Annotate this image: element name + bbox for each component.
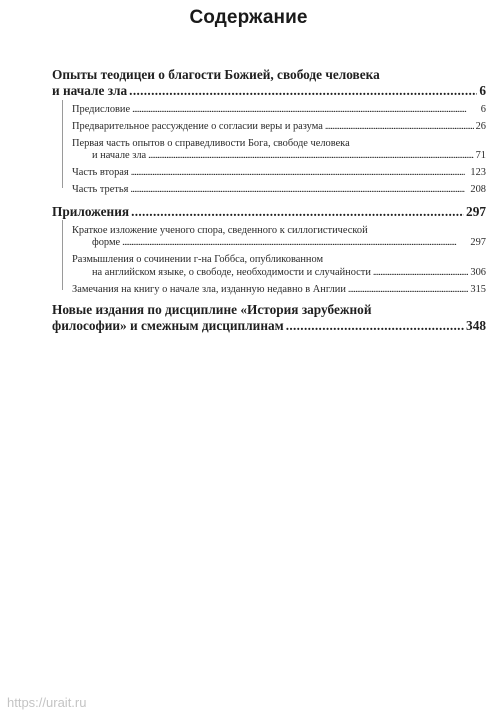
toc-entry-title-line: на английском языке, о свободе, необходимости и случайности bbox=[92, 266, 371, 278]
dot-leader bbox=[373, 267, 469, 280]
toc-entry-remarks-origin-of-evil[interactable] bbox=[52, 284, 486, 297]
dot-leader bbox=[325, 121, 474, 134]
toc-entry-preface[interactable] bbox=[52, 104, 486, 117]
toc-entry-part-two[interactable] bbox=[52, 167, 486, 180]
toc-entry-hobbes-reflections[interactable] bbox=[52, 254, 486, 279]
dot-leader bbox=[286, 318, 464, 334]
toc-page-number: 6 bbox=[479, 83, 486, 98]
dot-leader bbox=[131, 204, 464, 220]
page-title: Содержание bbox=[189, 7, 308, 28]
toc-entry-title-line: Краткое изложение ученого спора, сведенного к силлогистической bbox=[72, 224, 368, 236]
toc-entry-title-line: Замечания на книгу о начале зла, изданную недавно в Англии bbox=[72, 283, 346, 295]
dot-leader bbox=[131, 167, 469, 180]
toc-entry-appendices[interactable] bbox=[52, 204, 486, 220]
toc-page-number: 208 bbox=[470, 184, 486, 196]
toc-entry-part-one[interactable] bbox=[52, 138, 486, 163]
toc-entry-theodicy[interactable] bbox=[52, 67, 486, 99]
dot-leader bbox=[122, 237, 468, 250]
toc-entry-title-line: Приложения bbox=[52, 204, 130, 220]
toc-entry-title-line: Предисловие bbox=[72, 103, 131, 115]
toc-entry-title-line: Размышления о сочинении г-на Гоббса, опубликованном bbox=[72, 254, 324, 266]
toc-page-number: 315 bbox=[470, 283, 486, 295]
toc-entry-title-line: Новые издания по дисциплине «История зарубежной bbox=[52, 301, 372, 317]
dot-leader bbox=[130, 184, 468, 197]
toc-entry-title-line: и начале зла bbox=[52, 83, 128, 98]
watermark-url: https://urait.ru bbox=[7, 695, 87, 710]
toc-page-number: 123 bbox=[470, 167, 486, 179]
toc-entry-title-line: Часть третья bbox=[72, 184, 129, 196]
dot-leader bbox=[129, 83, 477, 99]
toc-entry-title-line: Первая часть опытов о справедливости Бога, свободе человека bbox=[72, 137, 350, 149]
toc-page-number: 6 bbox=[480, 103, 486, 115]
toc-entry-part-three[interactable] bbox=[52, 184, 486, 197]
toc-entry-new-editions[interactable] bbox=[52, 302, 486, 334]
toc-page-number: 348 bbox=[466, 317, 486, 333]
toc-entry-title-line: Опыты теодицеи о благости Божией, свободе человека bbox=[52, 67, 380, 82]
toc-entry-preliminary-discourse[interactable] bbox=[52, 121, 486, 134]
dot-leader bbox=[348, 284, 469, 297]
toc-entry-title-line: философии» и смежным дисциплинам bbox=[52, 317, 284, 333]
toc-page-number: 71 bbox=[475, 150, 486, 162]
toc-entry-syllogistic-dispute[interactable] bbox=[52, 225, 486, 250]
toc-page-number: 26 bbox=[475, 120, 486, 132]
toc-page-number: 306 bbox=[470, 266, 486, 278]
dot-leader bbox=[148, 150, 473, 163]
toc-entry-title-line: и начале зла bbox=[92, 150, 147, 162]
toc-page-number: 297 bbox=[470, 237, 486, 249]
table-of-contents bbox=[52, 67, 486, 334]
toc-page-number: 297 bbox=[466, 204, 486, 220]
toc-entry-title-line: Часть вторая bbox=[72, 167, 129, 179]
dot-leader bbox=[132, 104, 479, 117]
toc-entry-title-line: форме bbox=[92, 237, 121, 249]
toc-entry-title-line: Предварительное рассуждение о согласии веры и разума bbox=[72, 120, 323, 132]
